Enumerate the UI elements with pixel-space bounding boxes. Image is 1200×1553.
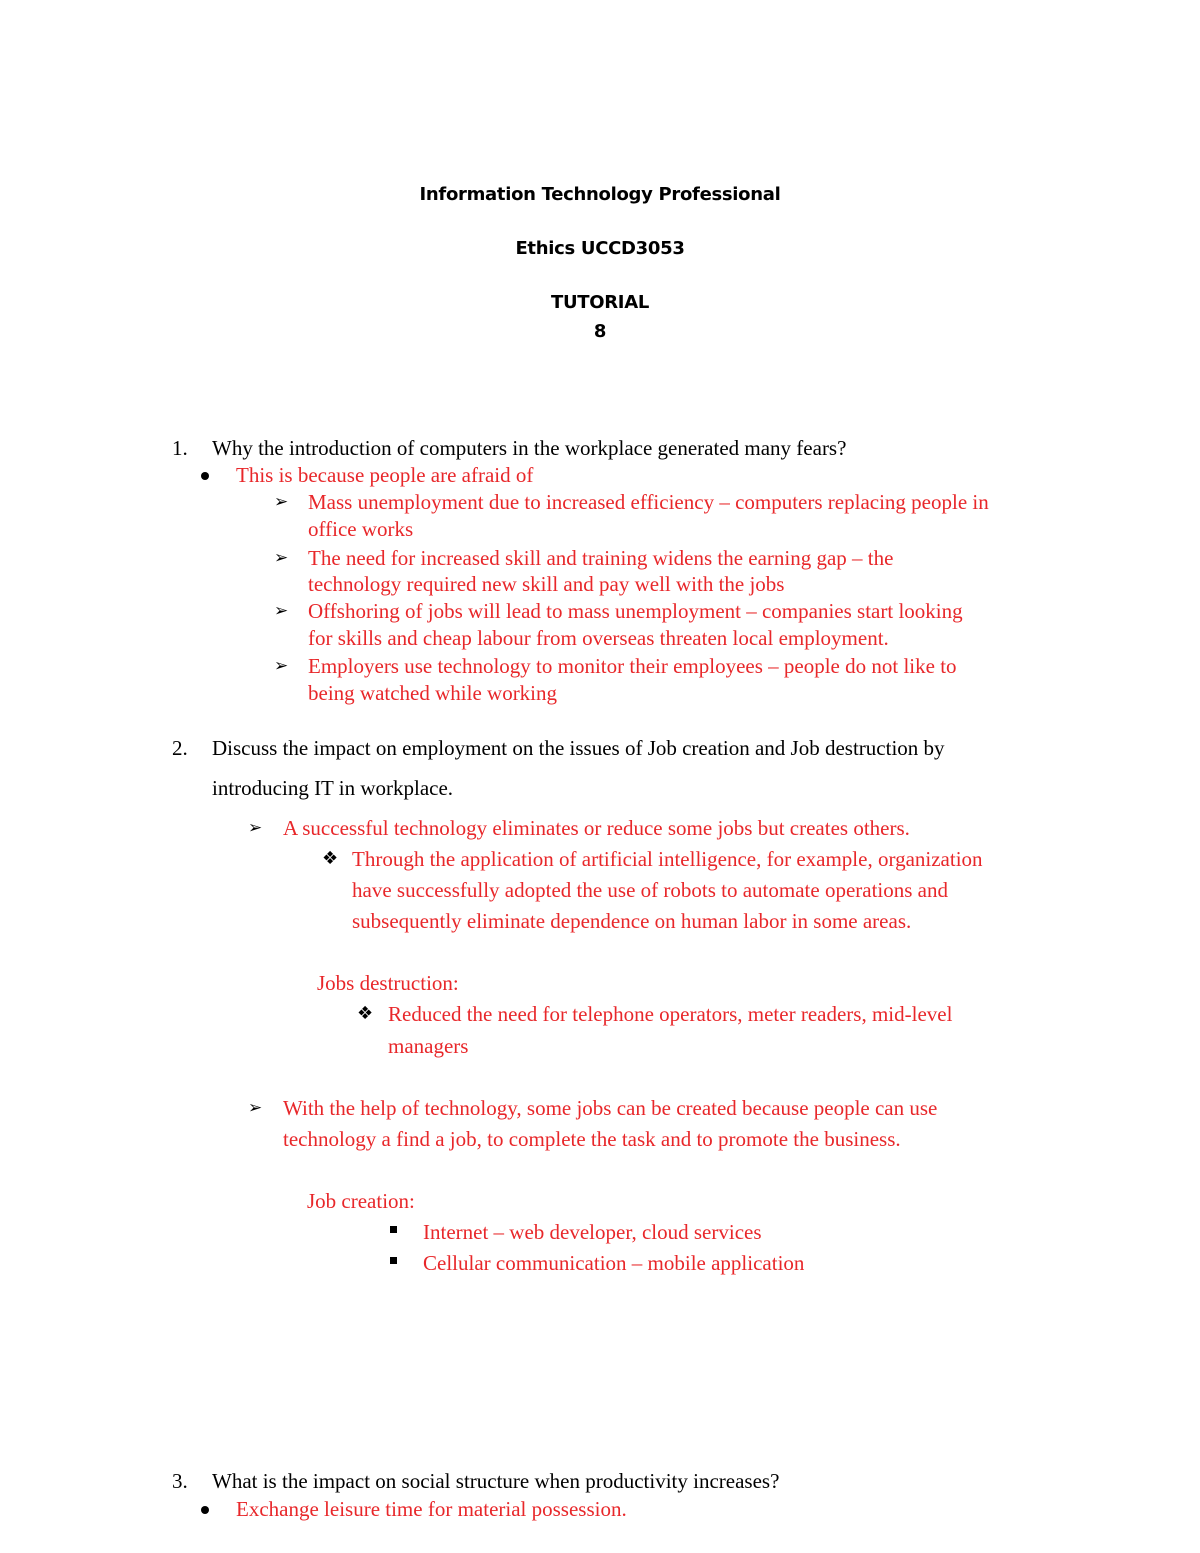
answer-1-point-3-l1: Offshoring of jobs will lead to mass unemployment – companies start looking xyxy=(308,599,963,623)
answer-1-point-2-l2: technology required new skill and pay well with the jobs xyxy=(308,572,785,596)
answer-1-point-3-l2: for skills and cheap labour from overseas threaten local employment. xyxy=(308,626,889,650)
square-bullet-icon xyxy=(390,1257,397,1264)
question-2-text-l1: Discuss the impact on employment on the issues of Job creation and Job destruction by xyxy=(212,736,945,760)
answer-1-point-1-l2: office works xyxy=(308,517,414,541)
answer-2-point-1: A successful technology eliminates or reduce some jobs but creates others. xyxy=(283,816,910,840)
arrow-bullet-icon: ➢ xyxy=(274,548,289,568)
bullet-dot-icon xyxy=(201,1506,209,1514)
arrow-bullet-icon: ➢ xyxy=(274,656,289,676)
question-3-number: 3. xyxy=(172,1469,188,1493)
jobs-destruction-label: Jobs destruction: xyxy=(317,971,459,995)
job-creation-item-1: Internet – web developer, cloud services xyxy=(423,1220,762,1244)
answer-1-point-4-l2: being watched while working xyxy=(308,681,558,705)
square-bullet-icon xyxy=(390,1226,397,1233)
job-creation-item-2: Cellular communication – mobile application xyxy=(423,1251,805,1275)
document-title: Information Technology Professional xyxy=(419,184,781,205)
course-code: Ethics UCCD3053 xyxy=(515,238,685,259)
answer-2-point-1-sub-l2: have successfully adopted the use of robots to automate operations and xyxy=(352,878,948,902)
answer-3: Exchange leisure time for material possession. xyxy=(236,1497,627,1521)
answer-1-point-1-l1: Mass unemployment due to increased efficiency – computers replacing people in xyxy=(308,490,989,514)
arrow-bullet-icon: ➢ xyxy=(274,492,289,512)
arrow-bullet-icon: ➢ xyxy=(248,1098,263,1118)
question-3-text: What is the impact on social structure when productivity increases? xyxy=(212,1469,780,1493)
question-1-number: 1. xyxy=(172,436,188,460)
answer-1-point-4-l1: Employers use technology to monitor their employees – people do not like to xyxy=(308,654,957,678)
diamond-bullet-icon: ❖ xyxy=(322,848,339,869)
question-2-text-l2: introducing IT in workplace. xyxy=(212,776,454,800)
answer-2-point-2-l1: With the help of technology, some jobs can be created because people can use xyxy=(283,1096,938,1120)
arrow-bullet-icon: ➢ xyxy=(248,818,263,838)
answer-1-point-2-l1: The need for increased skill and training widens the earning gap – the xyxy=(308,546,894,570)
answer-2-point-1-sub-l1: Through the application of artificial intelligence, for example, organization xyxy=(352,847,983,871)
question-1-text: Why the introduction of computers in the workplace generated many fears? xyxy=(212,436,847,460)
jobs-destruction-item-l1: Reduced the need for telephone operators, meter readers, mid-level xyxy=(388,1002,953,1026)
arrow-bullet-icon: ➢ xyxy=(274,601,289,621)
answer-2-point-2-l2: technology a find a job, to complete the task and to promote the business. xyxy=(283,1127,901,1151)
jobs-destruction-item-l2: managers xyxy=(388,1034,469,1058)
diamond-bullet-icon: ❖ xyxy=(357,1003,374,1024)
bullet-dot-icon xyxy=(201,472,209,480)
job-creation-label: Job creation: xyxy=(307,1189,415,1213)
tutorial-number: 8 xyxy=(593,321,607,342)
answer-2-point-1-sub-l3: subsequently eliminate dependence on human labor in some areas. xyxy=(352,909,912,933)
answer-1-intro: This is because people are afraid of xyxy=(236,463,534,487)
question-2-number: 2. xyxy=(172,736,188,760)
tutorial-label: TUTORIAL xyxy=(550,292,650,313)
